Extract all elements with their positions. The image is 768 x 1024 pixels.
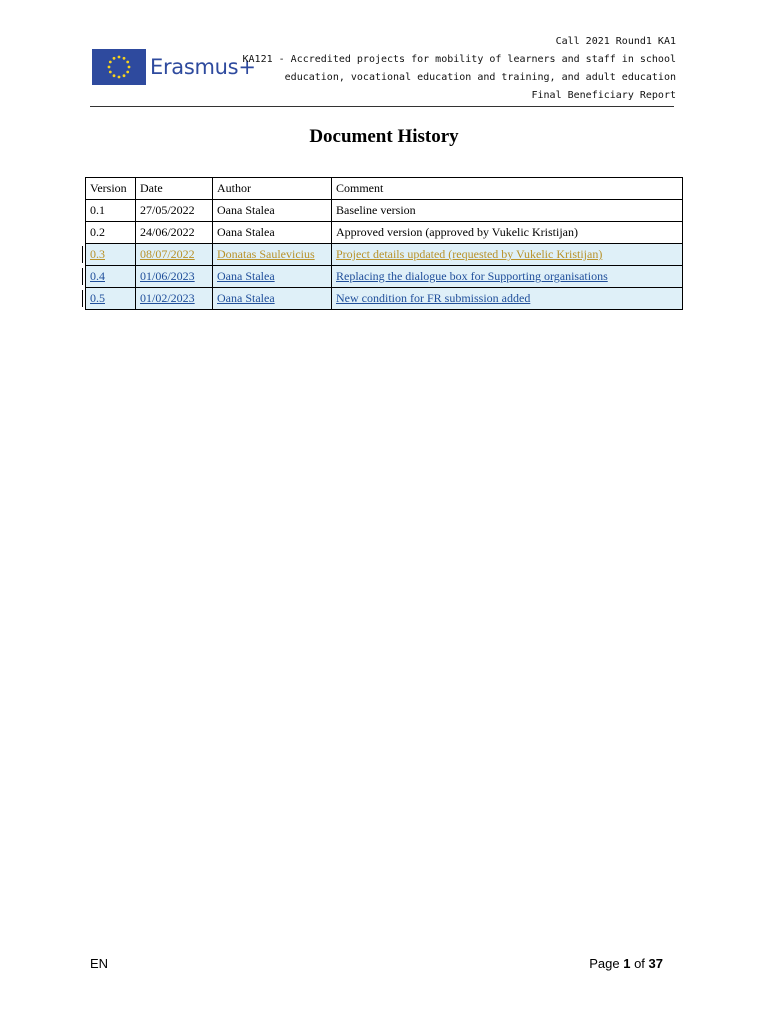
table-row (86, 200, 683, 222)
footer-language: EN (90, 956, 109, 971)
version-cell: 0.1 (86, 200, 136, 222)
page-current: 1 (623, 956, 631, 971)
header-line: Call 2021 Round1 KA1 (555, 36, 676, 47)
change-bar (82, 268, 83, 285)
page-word: Page (589, 956, 620, 971)
table-row (86, 266, 683, 288)
date-cell: 24/06/2022 (136, 222, 213, 244)
footer-page-number (589, 956, 663, 971)
header-line: KA121 - Accredited projects for mobility of learners and staff in school (242, 54, 676, 65)
header-text-block (243, 33, 676, 105)
version-cell[interactable]: 0.5 (86, 288, 136, 310)
header-cell: Comment (332, 178, 683, 200)
comment-cell[interactable]: Replacing the dialogue box for Supporting organisations (332, 266, 683, 288)
change-bar (82, 290, 83, 307)
change-bar (82, 246, 83, 263)
comment-cell[interactable]: New condition for FR submission added (332, 288, 683, 310)
page-title: Document History (309, 126, 459, 147)
author-cell[interactable]: Oana Stalea (213, 288, 332, 310)
date-cell: 27/05/2022 (136, 200, 213, 222)
version-cell: 0.2 (86, 222, 136, 244)
date-cell[interactable]: 08/07/2022 (136, 244, 213, 266)
header-line: education, vocational education and training, and adult education (284, 72, 676, 83)
header-cell: Date (136, 178, 213, 200)
erasmus-logo (92, 49, 256, 85)
author-cell: Oana Stalea (213, 200, 332, 222)
table-row (86, 288, 683, 310)
version-cell[interactable]: 0.4 (86, 266, 136, 288)
eu-flag-icon (92, 49, 146, 85)
author-cell[interactable]: Oana Stalea (213, 266, 332, 288)
date-cell[interactable]: 01/06/2023 (136, 266, 213, 288)
of-word: of (634, 956, 645, 971)
comment-cell[interactable]: Project details updated (requested by Vukelic Kristijan) (332, 244, 683, 266)
comment-cell: Approved version (approved by Vukelic Kristijan) (332, 222, 683, 244)
table-row (86, 244, 683, 266)
author-cell[interactable]: Donatas Saulevicius (213, 244, 332, 266)
document-history-table (85, 177, 683, 310)
header-line: Final Beneficiary Report (531, 90, 676, 101)
header-divider (90, 106, 674, 107)
comment-cell: Baseline version (332, 200, 683, 222)
logo-text: Erasmus+ (150, 55, 256, 79)
header-cell: Author (213, 178, 332, 200)
table-row (86, 222, 683, 244)
header-cell: Version (86, 178, 136, 200)
date-cell[interactable]: 01/02/2023 (136, 288, 213, 310)
table-header-row (86, 178, 683, 200)
author-cell: Oana Stalea (213, 222, 332, 244)
page-total: 37 (648, 956, 663, 971)
version-cell[interactable]: 0.3 (86, 244, 136, 266)
